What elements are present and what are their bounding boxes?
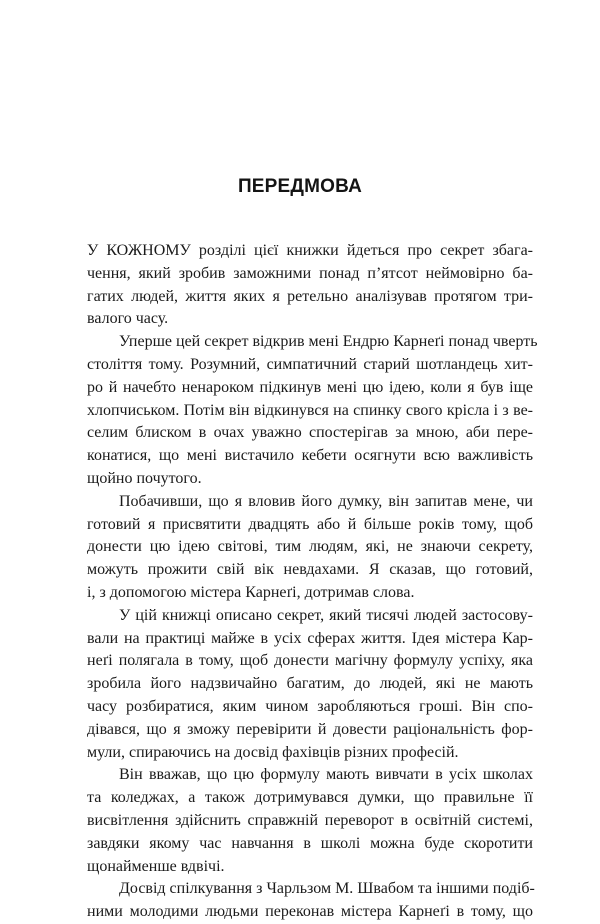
text-line: Він вважав, що цю формулу мають вивчати в усіх школах [119, 766, 533, 784]
text-line: вали на практиці майже в усіх сферах життя. Ідея містера Кар- [87, 629, 533, 647]
text-line: гатих людей, життя яких я ретельно аналізував протягом три- [87, 287, 533, 305]
text-line: та коледжах, а також дотримувався думки, що правильне її [87, 789, 533, 807]
text-line: ро й начебто ненароком підкинув мені цю ідею, коли я був іще [87, 378, 533, 396]
text-line: Досвід спілкування з Чарльзом М. Швабом та іншими подіб- [119, 880, 535, 898]
text-line: завдяки якому час навчання в школі можна буде скоротити [87, 834, 533, 852]
text-line: щойно почутого. [87, 469, 202, 487]
text-line: селим блиском в очах уважно спостерігав за мною, аби пере- [87, 424, 533, 442]
text-line: висвітлення здійснить справжній переворот в освітній системі, [87, 811, 533, 829]
text-line: хлопчиськом. Потім він відкинувся на спинку свого крісла і з ве- [87, 401, 533, 419]
text-line: донести цю ідею світові, тим людям, які, не знаючи секрету, [87, 538, 533, 556]
text-line: Побачивши, що я вловив його думку, він запитав мене, чи [119, 492, 533, 510]
text-line: зробила його надзвичайно багатим, до людей, які не мають [87, 675, 533, 693]
text-line: У КОЖНОМУ розділі цієї книжки йдеться про секрет збага- [87, 242, 533, 259]
text-line: можуть прожити свій вік невдахами. Я сказав, що готовий, [87, 561, 533, 579]
text-line: дівався, що я зможу перевірити й довести раціональність фор- [87, 720, 533, 738]
text-line: конатися, що мені вистачило кебети осягнути всю важливість [87, 447, 533, 465]
text-line: часу розбиратися, яким чином заробляються гроші. Він спо- [87, 697, 533, 715]
text-line: готовий я присвятити двадцять або й більше років тому, щоб [87, 515, 533, 533]
text-line: століття тому. Розумний, симпатичний старий шотландець хит- [87, 355, 533, 373]
text-line: неґі полягала в тому, щоб донести магічну формулу успіху, яка [87, 652, 533, 670]
chapter-title: ПЕРЕДМОВА [237, 176, 363, 197]
text-line: і, з допомогою містера Карнеґі, дотримав слова. [87, 583, 415, 601]
text-line: ними молодими людьми переконав містера Карнеґі в тому, що [87, 903, 533, 921]
text-line: мули, спираючись на досвід фахівців різних професій. [87, 743, 459, 761]
text-line: У цій книжці описано секрет, який тисячі людей застосову- [119, 606, 533, 624]
text-line: валого часу. [87, 310, 169, 328]
text-line: чення, який зробив заможними понад п’ятсот неймовірно ба- [87, 264, 533, 282]
text-line: Уперше цей секрет відкрив мені Ендрю Карнеґі понад чверть [119, 333, 538, 351]
text-line: щонайменше вдвічі. [87, 857, 225, 875]
body-text [87, 240, 538, 924]
